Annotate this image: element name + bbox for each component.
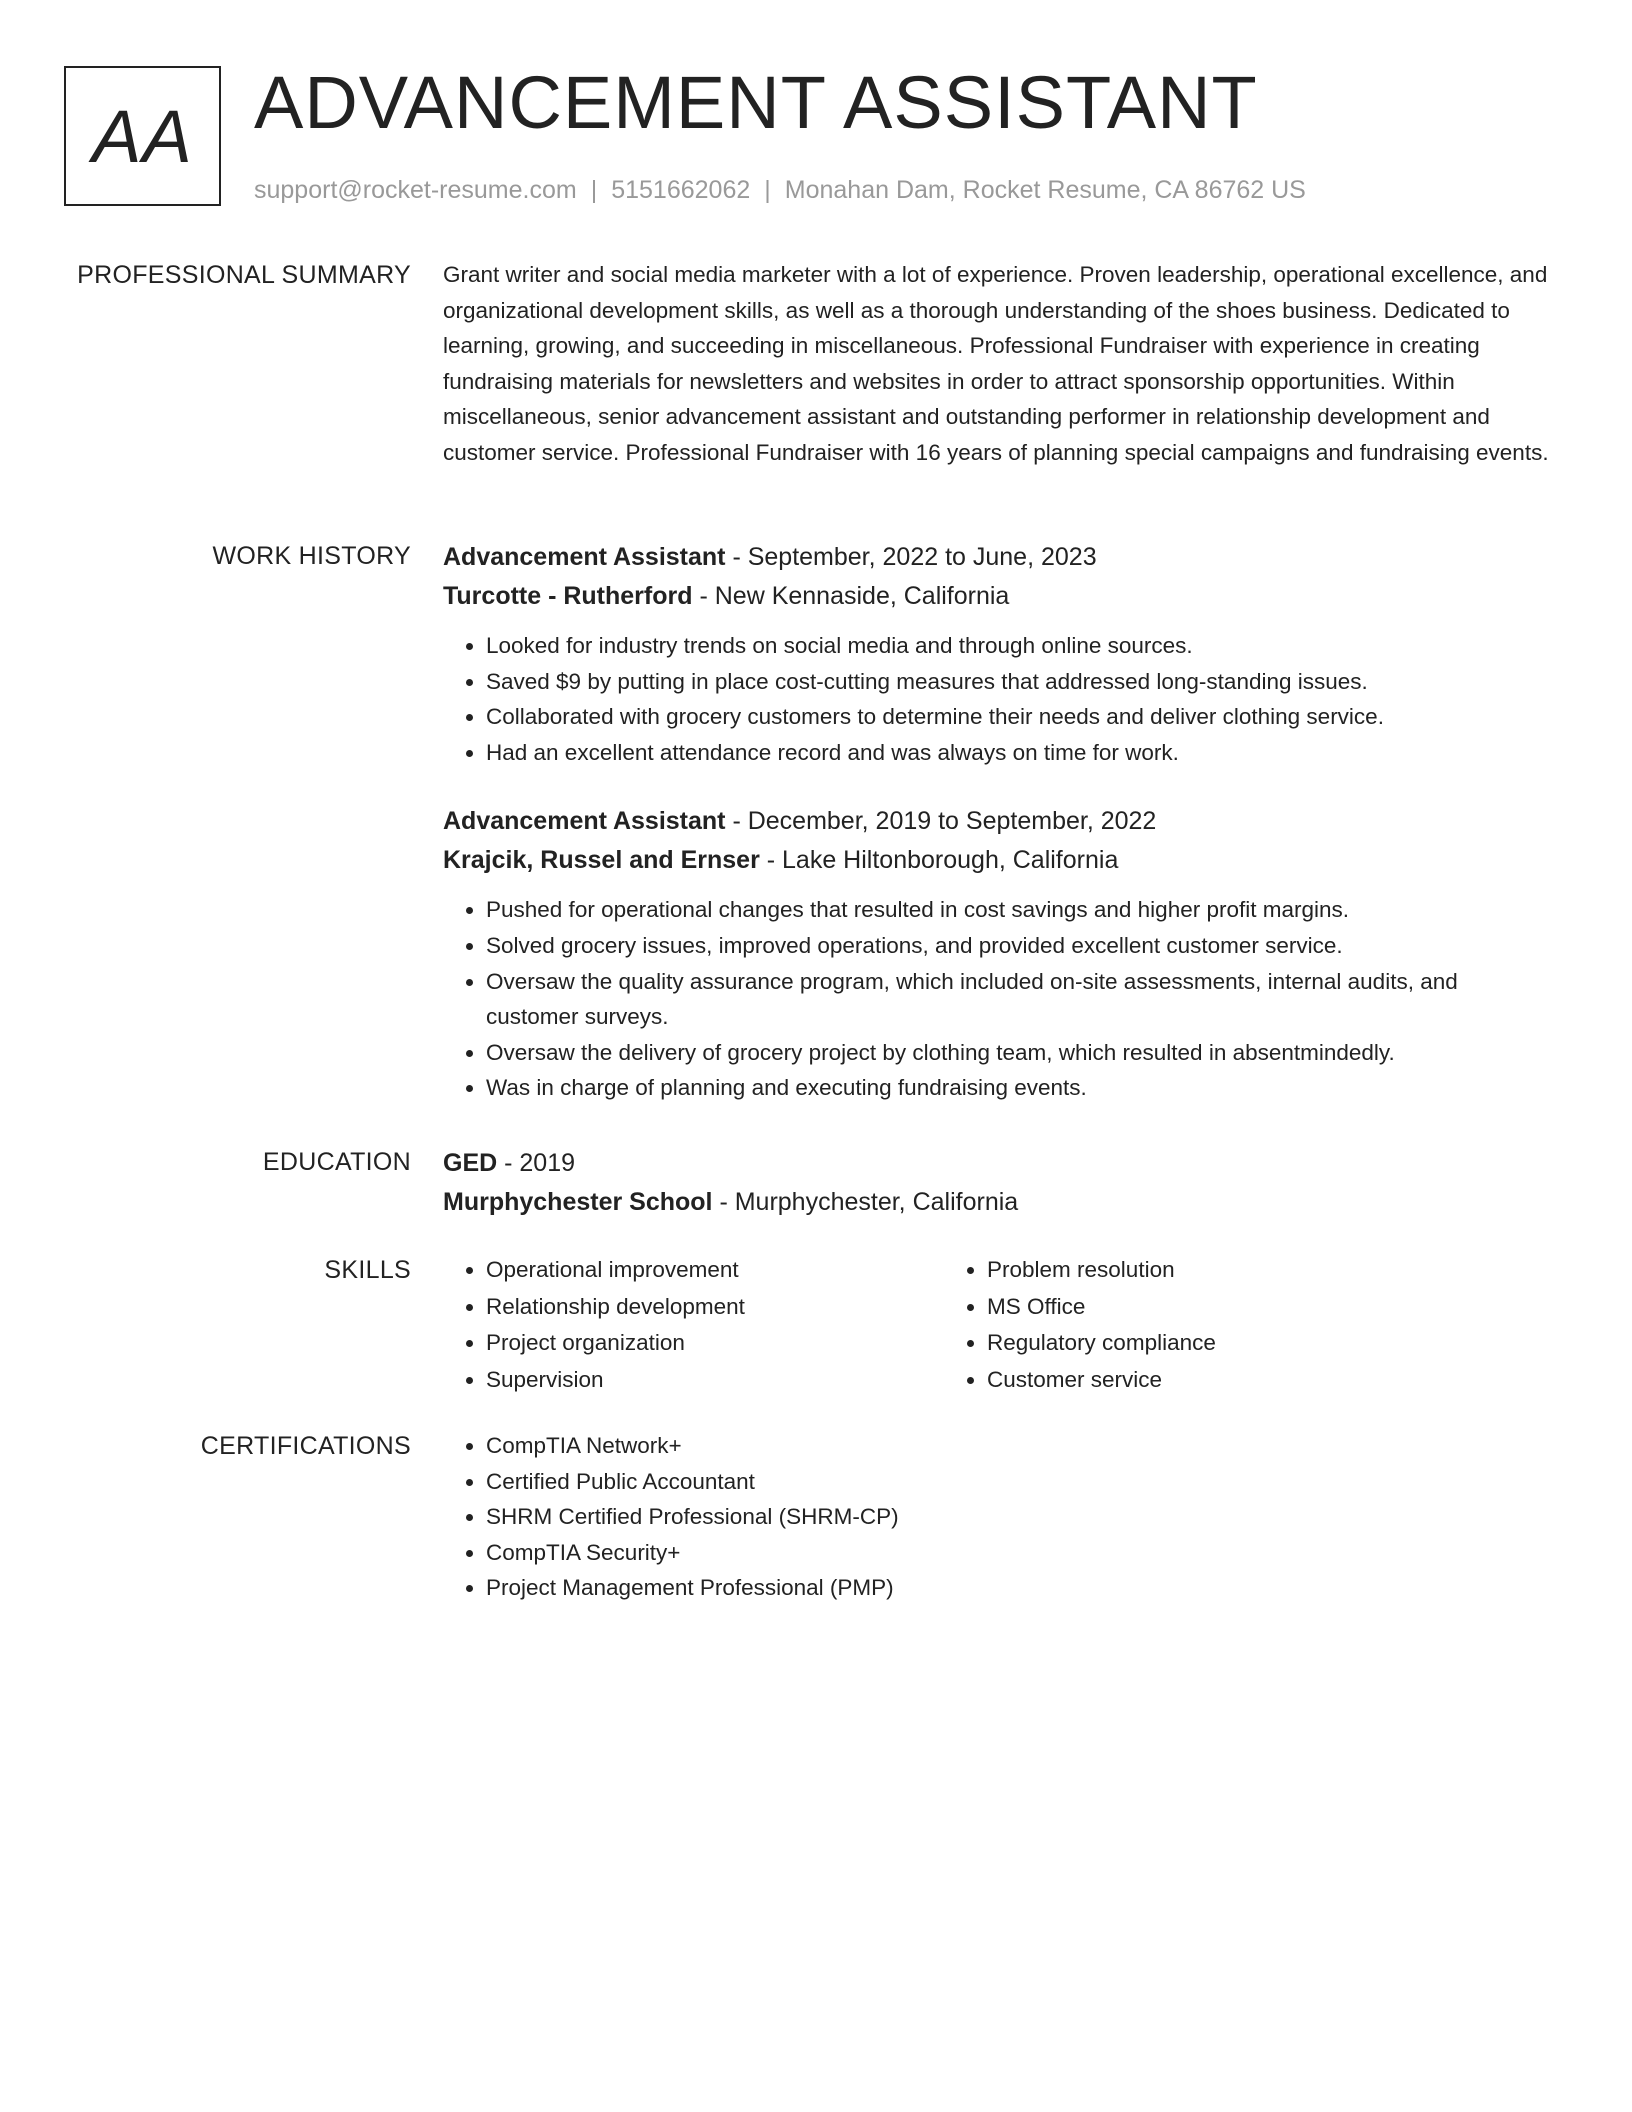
job-bullets	[443, 892, 1551, 1106]
job-role: Advancement Assistant	[443, 807, 726, 836]
contact-phone[interactable]: 5151662062	[611, 176, 751, 204]
summary-body	[443, 257, 1551, 471]
certification-item: • SHRM Certified Professional (SHRM-CP)	[486, 1499, 1551, 1535]
education-heading: EDUCATION	[262, 1148, 411, 1176]
job-bullet: • Was in charge of planning and executing fundraising events.	[486, 1070, 1551, 1106]
skills-heading: SKILLS	[324, 1256, 411, 1284]
job-bullet: • Looked for industry trends on social media and through online sources.	[486, 628, 1551, 664]
job-role-line	[443, 802, 1551, 841]
job-company-line	[443, 577, 1551, 616]
job-bullet: • Collaborated with grocery customers to determine their needs and deliver clothing service.	[486, 699, 1551, 735]
job-entry	[443, 802, 1551, 1106]
contact-line	[254, 172, 1306, 208]
contact-separator: |	[764, 176, 771, 204]
monogram-logo: AA	[64, 66, 221, 206]
job-bullet: • Oversaw the quality assurance program, which included on-site assessments, internal audits, and customer surveys.	[486, 964, 1551, 1035]
education-year: - 2019	[497, 1149, 576, 1177]
job-dates: - December, 2019 to September, 2022	[725, 807, 1157, 836]
skill-item: • MS Office	[987, 1289, 1445, 1326]
certifications-body	[443, 1428, 1551, 1606]
certification-item: • Project Management Professional (PMP)	[486, 1570, 1551, 1606]
job-company: Krajcik, Russel and Ernser	[443, 846, 760, 875]
certification-item: • CompTIA Security+	[486, 1535, 1551, 1571]
job-bullet: • Saved $9 by putting in place cost-cutting measures that addressed long-standing issues.	[486, 664, 1551, 700]
job-dates: - September, 2022 to June, 2023	[725, 543, 1097, 571]
job-location: - Lake Hiltonborough, California	[759, 846, 1119, 875]
job-role: Advancement Assistant	[443, 543, 726, 571]
skills-column-left	[443, 1252, 944, 1398]
education-location: - Murphychester, California	[712, 1188, 1019, 1216]
job-bullets	[443, 628, 1551, 770]
skill-item: • Customer service	[987, 1362, 1445, 1399]
skills-body	[443, 1252, 1551, 1398]
job-role-line	[443, 538, 1551, 577]
skills-grid	[443, 1252, 1551, 1398]
certification-item: • CompTIA Network+	[486, 1428, 1551, 1464]
education-school: Murphychester School	[443, 1188, 713, 1216]
education-degree-line	[443, 1144, 1551, 1183]
work-history-heading: WORK HISTORY	[212, 542, 411, 570]
education-degree: GED	[443, 1149, 498, 1177]
contact-address: Monahan Dam, Rocket Resume, CA 86762 US	[784, 176, 1306, 204]
job-company-line	[443, 841, 1551, 880]
education-body	[443, 1144, 1551, 1222]
summary-heading: PROFESSIONAL SUMMARY	[77, 261, 411, 289]
certification-item: • Certified Public Accountant	[486, 1464, 1551, 1500]
resume-title: ADVANCEMENT ASSISTANT	[254, 61, 1258, 144]
work-history-body	[443, 538, 1551, 1106]
job-location: - New Kennaside, California	[692, 582, 1010, 610]
skill-item: • Regulatory compliance	[987, 1325, 1445, 1362]
job-bullet: • Had an excellent attendance record and was always on time for work.	[486, 735, 1551, 771]
contact-separator: |	[590, 176, 598, 204]
job-company: Turcotte - Rutherford	[443, 582, 693, 610]
skill-item: • Relationship development	[486, 1289, 944, 1326]
summary-text: Grant writer and social media marketer with a lot of experience. Proven leadership, operational excellence, and organizational development skills, as well as a thorough understanding of the shoes business. Dedicated to learning, growing, and succeeding in miscellaneous. Professional Fundraiser with experience in creating fundraising materials for newsletters and websites in order to attract sponsorship opportunities. Within miscellaneous, senior advancement assistant and outstanding performer in relationship development and customer service. Professional Fundraiser with 16 years of planning special campaigns and fundraising events.	[443, 262, 1549, 465]
job-bullet: • Oversaw the delivery of grocery project by clothing team, which resulted in absentmindedly.	[486, 1035, 1551, 1071]
job-entry	[443, 538, 1551, 770]
skills-column-right	[944, 1252, 1445, 1398]
job-bullet: • Solved grocery issues, improved operations, and provided excellent customer service.	[486, 928, 1551, 964]
certifications-list	[443, 1428, 1551, 1606]
contact-email[interactable]: support@rocket-resume.com	[254, 176, 577, 204]
skill-item: • Project organization	[486, 1325, 944, 1362]
education-school-line	[443, 1183, 1551, 1222]
job-bullet: • Pushed for operational changes that resulted in cost savings and higher profit margins.	[486, 892, 1551, 928]
certifications-heading: CERTIFICATIONS	[200, 1432, 411, 1460]
skill-item: • Supervision	[486, 1362, 944, 1399]
skill-item: • Problem resolution	[987, 1252, 1445, 1289]
skill-item: • Operational improvement	[486, 1252, 944, 1289]
